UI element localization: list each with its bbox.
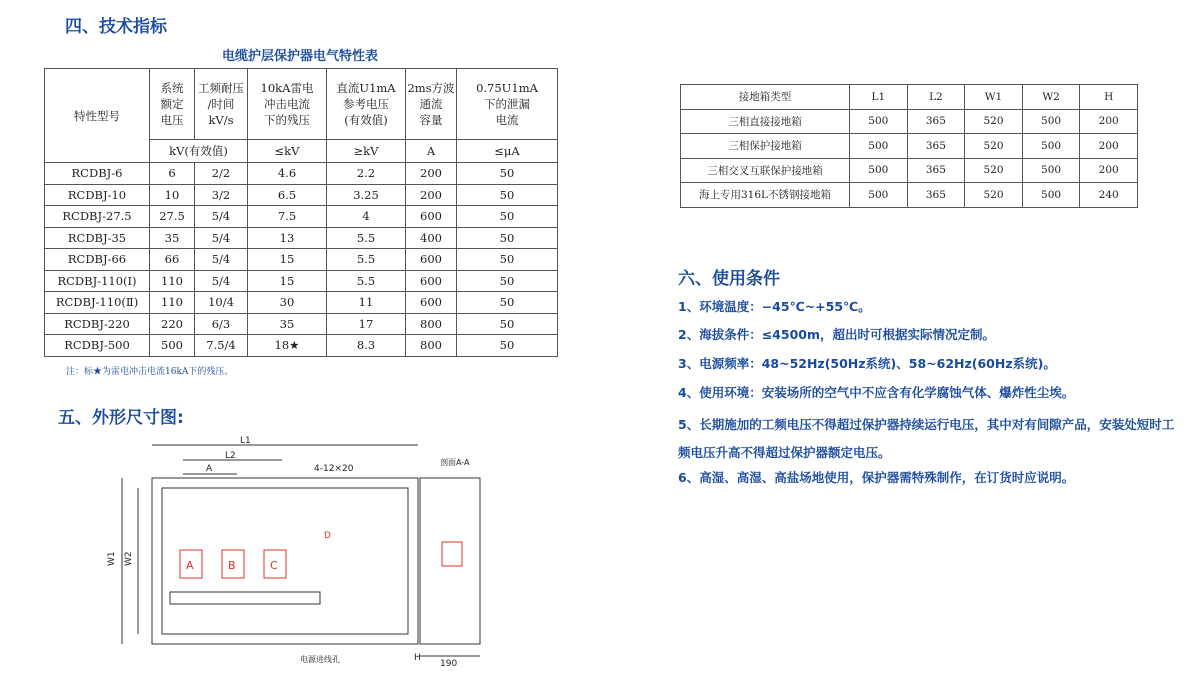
spec-cell: 5/4 bbox=[195, 227, 248, 249]
spec-row bbox=[45, 335, 558, 357]
spec-cell: 4 bbox=[327, 206, 406, 228]
box-cell: 520 bbox=[965, 134, 1023, 159]
spec-cell: 6.5 bbox=[248, 184, 327, 206]
spec-header-dc-ref: 直流U1mA 参考电压 (有效值) bbox=[327, 69, 406, 140]
spec-header-model: 特性型号 bbox=[45, 69, 150, 163]
spec-cell: 200 bbox=[406, 163, 457, 185]
spec-cell: 50 bbox=[457, 335, 558, 357]
section-phase-box bbox=[442, 542, 462, 566]
condition-1: 1、环境温度：−45℃~+55℃。 bbox=[678, 299, 871, 314]
section-outline bbox=[420, 478, 480, 644]
dimension-drawing bbox=[100, 430, 500, 670]
box-cell: 500 bbox=[1022, 158, 1080, 183]
box-header-h: H bbox=[1080, 85, 1138, 110]
spec-cell: 50 bbox=[457, 227, 558, 249]
spec-table bbox=[44, 68, 558, 357]
condition-3: 3、电源频率：48~52Hz(50Hz系统)、58~62Hz(60Hz系统)。 bbox=[678, 356, 1056, 371]
spec-cell: RCDBJ-27.5 bbox=[45, 206, 150, 228]
spec-cell: 50 bbox=[457, 163, 558, 185]
label-section: 剖面A-A bbox=[440, 458, 470, 467]
spec-cell: RCDBJ-110(Ⅱ) bbox=[45, 292, 150, 314]
spec-cell: RCDBJ-66 bbox=[45, 249, 150, 271]
spec-cell: RCDBJ-10 bbox=[45, 184, 150, 206]
dim-label-l1: L1 bbox=[240, 436, 251, 446]
spec-cell: RCDBJ-110(Ⅰ) bbox=[45, 270, 150, 292]
spec-cell: 6/3 bbox=[195, 313, 248, 335]
box-header-l1: L1 bbox=[850, 85, 908, 110]
spec-table-title: 电缆护层保护器电气特性表 bbox=[222, 49, 379, 64]
condition-2: 2、海拔条件：≤4500m，超出时可根据实际情况定制。 bbox=[678, 327, 995, 342]
dim-label-190: 190 bbox=[440, 659, 458, 669]
spec-cell: 50 bbox=[457, 184, 558, 206]
spec-unit-ua: ≤μA bbox=[457, 140, 558, 163]
spec-cell: 500 bbox=[150, 335, 195, 357]
spec-cell: 11 bbox=[327, 292, 406, 314]
spec-row bbox=[45, 292, 558, 314]
box-cell: 520 bbox=[965, 183, 1023, 208]
section-5-title: 五、外形尺寸图: bbox=[58, 408, 184, 428]
spec-note: 注：标★为雷电冲击电流16kA下的残压。 bbox=[66, 367, 234, 377]
spec-row bbox=[45, 249, 558, 271]
box-header-type: 接地箱类型 bbox=[681, 85, 850, 110]
spec-row bbox=[45, 184, 558, 206]
spec-cell: 50 bbox=[457, 270, 558, 292]
spec-cell: 50 bbox=[457, 249, 558, 271]
spec-row bbox=[45, 206, 558, 228]
dim-label-w2: W2 bbox=[124, 551, 134, 566]
spec-header-residual: 10kA雷电 冲击电流 下的残压 bbox=[248, 69, 327, 140]
spec-row bbox=[45, 313, 558, 335]
box-cell: 三相直接接地箱 bbox=[681, 109, 850, 134]
spec-row bbox=[45, 270, 558, 292]
spec-cell: 110 bbox=[150, 270, 195, 292]
spec-cell: 2.2 bbox=[327, 163, 406, 185]
spec-cell: 8.3 bbox=[327, 335, 406, 357]
spec-cell: 5.5 bbox=[327, 249, 406, 271]
spec-cell: 17 bbox=[327, 313, 406, 335]
box-cell: 500 bbox=[850, 134, 908, 159]
box-cell: 500 bbox=[850, 183, 908, 208]
spec-cell: 800 bbox=[406, 313, 457, 335]
spec-cell: 27.5 bbox=[150, 206, 195, 228]
spec-cell: 600 bbox=[406, 292, 457, 314]
dim-label-w1: W1 bbox=[107, 551, 117, 566]
bus-bar bbox=[170, 592, 320, 604]
spec-cell: 15 bbox=[248, 249, 327, 271]
section-6-title: 六、使用条件 bbox=[678, 269, 780, 289]
box-cell: 240 bbox=[1080, 183, 1138, 208]
box-header-w1: W1 bbox=[965, 85, 1023, 110]
spec-cell: 50 bbox=[457, 292, 558, 314]
spec-cell: 200 bbox=[406, 184, 457, 206]
spec-cell: RCDBJ-220 bbox=[45, 313, 150, 335]
spec-row bbox=[45, 163, 558, 185]
box-cell: 520 bbox=[965, 109, 1023, 134]
spec-unit-a: A bbox=[406, 140, 457, 163]
condition-6: 6、高湿、高湿、高盐场地使用，保护器需特殊制作，在订货时应说明。 bbox=[678, 470, 1075, 485]
box-inner bbox=[162, 488, 408, 634]
box-header-w2: W2 bbox=[1022, 85, 1080, 110]
box-cell: 200 bbox=[1080, 158, 1138, 183]
spec-cell: RCDBJ-35 bbox=[45, 227, 150, 249]
box-cell: 365 bbox=[907, 158, 965, 183]
spec-cell: 600 bbox=[406, 249, 457, 271]
box-cell: 365 bbox=[907, 109, 965, 134]
box-cell: 200 bbox=[1080, 109, 1138, 134]
spec-cell: 30 bbox=[248, 292, 327, 314]
label-d: D bbox=[324, 531, 331, 541]
spec-cell: 2/2 bbox=[195, 163, 248, 185]
box-row bbox=[681, 158, 1138, 183]
spec-cell: 18★ bbox=[248, 335, 327, 357]
spec-cell: 5/4 bbox=[195, 270, 248, 292]
spec-unit-residual: ≤kV bbox=[248, 140, 327, 163]
dim-label-a: A bbox=[206, 464, 213, 474]
box-header-l2: L2 bbox=[907, 85, 965, 110]
box-cell: 500 bbox=[1022, 109, 1080, 134]
spec-cell: 10 bbox=[150, 184, 195, 206]
dim-label-h: H bbox=[414, 653, 421, 663]
spec-cell: 50 bbox=[457, 313, 558, 335]
spec-cell: 35 bbox=[248, 313, 327, 335]
label-cable-hole: 电源进线孔 bbox=[300, 655, 340, 664]
spec-cell: 4.6 bbox=[248, 163, 327, 185]
spec-cell: 13 bbox=[248, 227, 327, 249]
spec-row bbox=[45, 227, 558, 249]
box-cell: 海上专用316L不锈钢接地箱 bbox=[681, 183, 850, 208]
spec-cell: 66 bbox=[150, 249, 195, 271]
spec-cell: 600 bbox=[406, 206, 457, 228]
box-cell: 500 bbox=[850, 109, 908, 134]
box-cell: 三相保护接地箱 bbox=[681, 134, 850, 159]
box-row bbox=[681, 109, 1138, 134]
phase-a-label: A bbox=[186, 559, 194, 572]
spec-cell: 50 bbox=[457, 206, 558, 228]
condition-5: 5、长期施加的工频电压不得超过保护器持续运行电压，其中对有间隙产品，安装处短时工频电压升高不得超过保护器额定电压。 bbox=[678, 417, 1175, 460]
spec-header-leakage: 0.75U1mA 下的泄漏 电流 bbox=[457, 69, 558, 140]
box-cell: 500 bbox=[850, 158, 908, 183]
spec-cell: 400 bbox=[406, 227, 457, 249]
spec-cell: 220 bbox=[150, 313, 195, 335]
spec-cell: 600 bbox=[406, 270, 457, 292]
phase-b-label: B bbox=[228, 559, 236, 572]
box-cell: 500 bbox=[1022, 183, 1080, 208]
spec-cell: 5.5 bbox=[327, 270, 406, 292]
box-cell: 三相交叉互联保护接地箱 bbox=[681, 158, 850, 183]
phase-c-label: C bbox=[270, 559, 278, 572]
box-cell: 200 bbox=[1080, 134, 1138, 159]
box-row bbox=[681, 183, 1138, 208]
spec-cell: 3/2 bbox=[195, 184, 248, 206]
spec-header-voltage: 系统 额定 电压 bbox=[150, 69, 195, 140]
spec-cell: 15 bbox=[248, 270, 327, 292]
dim-label-holes: 4-12×20 bbox=[314, 464, 354, 474]
box-table bbox=[680, 84, 1138, 208]
spec-cell: 6 bbox=[150, 163, 195, 185]
box-cell: 365 bbox=[907, 134, 965, 159]
spec-cell: 5/4 bbox=[195, 206, 248, 228]
spec-cell: 7.5 bbox=[248, 206, 327, 228]
spec-unit-dc: ≥kV bbox=[327, 140, 406, 163]
spec-cell: 7.5/4 bbox=[195, 335, 248, 357]
dim-label-l2: L2 bbox=[225, 451, 236, 461]
spec-cell: 10/4 bbox=[195, 292, 248, 314]
section-4-title: 四、技术指标 bbox=[65, 17, 167, 37]
box-row bbox=[681, 134, 1138, 159]
condition-4: 4、使用环境：安装场所的空气中不应含有化学腐蚀气体、爆炸性尘埃。 bbox=[678, 385, 1075, 400]
spec-unit-kv: kV(有效值) bbox=[150, 140, 248, 163]
box-cell: 500 bbox=[1022, 134, 1080, 159]
spec-cell: 5.5 bbox=[327, 227, 406, 249]
spec-header-withstand: 工频耐压 /时间 kV/s bbox=[195, 69, 248, 140]
spec-cell: 800 bbox=[406, 335, 457, 357]
spec-header-capacity: 2ms方波 通流 容量 bbox=[406, 69, 457, 140]
spec-cell: RCDBJ-500 bbox=[45, 335, 150, 357]
box-cell: 365 bbox=[907, 183, 965, 208]
spec-cell: 35 bbox=[150, 227, 195, 249]
spec-cell: RCDBJ-6 bbox=[45, 163, 150, 185]
spec-cell: 5/4 bbox=[195, 249, 248, 271]
spec-cell: 3.25 bbox=[327, 184, 406, 206]
spec-cell: 110 bbox=[150, 292, 195, 314]
box-cell: 520 bbox=[965, 158, 1023, 183]
